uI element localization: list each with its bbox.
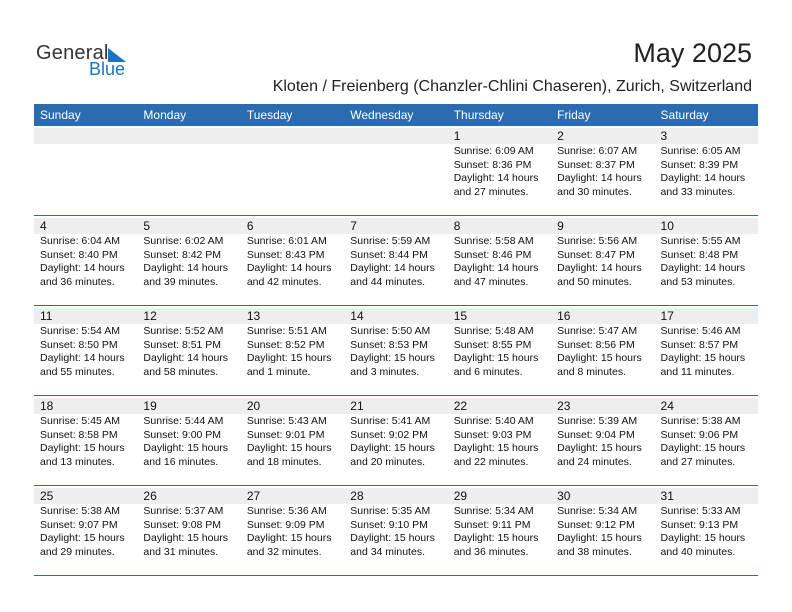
day-info [557,145,654,199]
daylight-text: and 3 minutes. [350,365,420,378]
daylight-text: Daylight: 15 hours [40,442,125,454]
daylight-text: Daylight: 14 hours [453,262,539,274]
day-cell [241,216,344,305]
day-number: 5 [137,218,240,234]
daylight-text: and 24 minutes. [557,455,632,468]
day-number: 11 [34,308,137,324]
sunrise-text: Sunrise: 5:47 AM [557,325,638,337]
daylight-text: and 1 minute. [246,365,311,378]
day-cell [655,396,758,485]
daylight-text: and 50 minutes. [557,275,632,288]
daylight-text: and 11 minutes. [660,365,735,378]
day-number: 27 [241,488,344,504]
day-info [661,325,758,379]
weekday-monday: Monday [143,108,187,122]
sunset-text: Sunset: 9:01 PM [246,428,325,441]
day-info [247,505,344,559]
sunrise-text: Sunrise: 6:04 AM [40,235,120,247]
daylight-text: and 33 minutes. [660,185,736,198]
sunset-text: Sunset: 8:57 PM [660,338,739,351]
logo [36,42,136,82]
day-cell [34,306,137,395]
day-info [454,325,551,379]
day-info [143,325,240,379]
daylight-text: Daylight: 14 hours [557,262,642,274]
sunset-text: Sunset: 8:52 PM [246,338,325,351]
daylight-text: Daylight: 14 hours [660,172,746,184]
daylight-text: and 58 minutes. [143,365,219,378]
day-number: 28 [344,488,447,504]
weekday-tuesday: Tuesday [246,108,293,122]
daylight-text: Daylight: 15 hours [350,532,435,544]
daylight-text: Daylight: 15 hours [350,352,435,364]
day-cell [344,396,447,485]
day-cell [448,486,551,575]
week-row [34,306,758,396]
sunrise-text: Sunrise: 6:02 AM [143,235,224,247]
day-cell [34,216,137,305]
daylight-text: and 29 minutes. [40,545,115,558]
day-number [241,128,344,144]
day-cell [655,126,758,215]
week-row [34,486,758,576]
daylight-text: Daylight: 14 hours [246,262,332,274]
day-number: 10 [655,218,758,234]
sunset-text: Sunset: 9:02 PM [350,428,428,441]
daylight-text: and 22 minutes. [453,455,529,468]
empty-day-cell [137,126,240,215]
sunrise-text: Sunrise: 5:50 AM [350,325,431,337]
daylight-text: Daylight: 15 hours [143,532,229,544]
day-info [350,505,447,559]
day-cell [551,216,654,305]
day-info [143,505,240,559]
sunset-text: Sunset: 8:36 PM [453,158,532,171]
day-info [350,325,447,379]
daylight-text: and 6 minutes. [453,365,523,378]
day-cell [551,306,654,395]
daylight-text: and 34 minutes. [350,545,425,558]
day-number: 15 [448,308,551,324]
day-cell [448,126,551,215]
sunrise-text: Sunrise: 5:45 AM [40,415,120,427]
day-number: 2 [551,128,654,144]
day-number: 21 [344,398,447,414]
empty-day-cell [34,126,137,215]
day-number: 30 [551,488,654,504]
daylight-text: and 53 minutes. [660,275,736,288]
day-number: 4 [34,218,137,234]
sunrise-text: Sunrise: 5:33 AM [660,505,741,517]
daylight-text: Daylight: 15 hours [557,442,642,454]
day-info [661,145,758,199]
day-info [143,415,240,469]
day-cell [448,216,551,305]
sunset-text: Sunset: 8:46 PM [453,248,532,261]
sunset-text: Sunset: 9:06 PM [660,428,739,441]
day-number: 26 [137,488,240,504]
day-info [454,145,551,199]
day-cell [448,306,551,395]
sunrise-text: Sunrise: 5:41 AM [350,415,431,427]
daylight-text: Daylight: 15 hours [660,442,746,454]
sunrise-text: Sunrise: 5:59 AM [350,235,431,247]
day-info [661,415,758,469]
daylight-text: Daylight: 14 hours [40,352,125,364]
daylight-text: and 39 minutes. [143,275,219,288]
day-cell [241,396,344,485]
sunrise-text: Sunrise: 6:09 AM [453,145,534,157]
day-info [247,325,344,379]
sunset-text: Sunset: 8:51 PM [143,338,222,351]
day-info [247,235,344,289]
day-info [454,415,551,469]
day-number: 8 [448,218,551,234]
daylight-text: Daylight: 14 hours [143,352,229,364]
day-cell [137,306,240,395]
day-info [661,505,758,559]
day-number: 9 [551,218,654,234]
day-cell [551,486,654,575]
day-info [454,505,551,559]
week-row [34,126,758,216]
day-info [557,325,654,379]
day-number: 16 [551,308,654,324]
sunrise-text: Sunrise: 6:01 AM [246,235,327,247]
day-cell [344,216,447,305]
day-number: 1 [448,128,551,144]
day-cell [655,486,758,575]
daylight-text: and 30 minutes. [557,185,632,198]
empty-day-cell [344,126,447,215]
daylight-text: and 20 minutes. [350,455,425,468]
daylight-text: Daylight: 15 hours [246,352,332,364]
day-info [350,415,447,469]
sunset-text: Sunset: 9:03 PM [453,428,532,441]
day-number: 19 [137,398,240,414]
day-number: 31 [655,488,758,504]
daylight-text: Daylight: 14 hours [40,262,125,274]
daylight-text: and 27 minutes. [660,455,736,468]
daylight-text: Daylight: 15 hours [453,532,539,544]
daylight-text: and 32 minutes. [246,545,322,558]
day-cell [655,216,758,305]
sunrise-text: Sunrise: 6:05 AM [660,145,741,157]
sunset-text: Sunset: 8:42 PM [143,248,222,261]
day-cell [241,306,344,395]
sunrise-text: Sunrise: 5:38 AM [40,505,120,517]
sunrise-text: Sunrise: 5:36 AM [246,505,327,517]
sunset-text: Sunset: 8:43 PM [246,248,325,261]
day-info [350,235,447,289]
sunrise-text: Sunrise: 5:43 AM [246,415,327,427]
day-cell [655,306,758,395]
daylight-text: and 38 minutes. [557,545,632,558]
day-info [661,235,758,289]
daylight-text: Daylight: 15 hours [350,442,435,454]
daylight-text: and 42 minutes. [246,275,322,288]
location-subtitle: Kloten / Freienberg (Chanzler-Chlini Chaseren), Zurich, Switzerland [272,78,752,95]
weekday-sunday: Sunday [40,108,81,122]
daylight-text: and 44 minutes. [350,275,425,288]
sunrise-text: Sunrise: 5:35 AM [350,505,431,517]
daylight-text: Daylight: 15 hours [660,532,746,544]
day-number: 3 [655,128,758,144]
daylight-text: and 36 minutes. [453,545,529,558]
week-row [34,216,758,306]
sunset-text: Sunset: 8:40 PM [40,248,118,261]
page-title: May 2025 [633,38,752,68]
daylight-text: and 55 minutes. [40,365,115,378]
day-number [344,128,447,144]
sunset-text: Sunset: 8:48 PM [660,248,739,261]
day-info [40,415,137,469]
day-info [454,235,551,289]
weekday-friday: Friday [557,108,591,122]
day-info [40,235,137,289]
day-number [34,128,137,144]
day-info [40,325,137,379]
sunset-text: Sunset: 8:44 PM [350,248,428,261]
day-number: 23 [551,398,654,414]
sunset-text: Sunset: 9:08 PM [143,518,222,531]
sunrise-text: Sunrise: 5:38 AM [660,415,741,427]
daylight-text: and 40 minutes. [660,545,736,558]
daylight-text: and 16 minutes. [143,455,219,468]
daylight-text: Daylight: 15 hours [557,532,642,544]
day-number: 18 [34,398,137,414]
sunset-text: Sunset: 9:11 PM [453,518,531,531]
daylight-text: Daylight: 14 hours [350,262,435,274]
weekday-header-row [34,104,758,126]
sunrise-text: Sunrise: 5:39 AM [557,415,638,427]
sunrise-text: Sunrise: 5:46 AM [660,325,741,337]
sunrise-text: Sunrise: 5:51 AM [246,325,327,337]
day-info [40,505,137,559]
weeks-container [34,126,758,576]
sunrise-text: Sunrise: 5:44 AM [143,415,224,427]
day-info [247,415,344,469]
daylight-text: Daylight: 15 hours [453,352,539,364]
day-info [557,235,654,289]
calendar-grid [34,104,758,576]
sunset-text: Sunset: 9:00 PM [143,428,222,441]
sunrise-text: Sunrise: 5:34 AM [453,505,534,517]
daylight-text: Daylight: 14 hours [660,262,746,274]
sunrise-text: Sunrise: 5:48 AM [453,325,534,337]
sunrise-text: Sunrise: 5:34 AM [557,505,638,517]
logo-general-text: General [36,42,109,64]
sunrise-text: Sunrise: 5:54 AM [40,325,120,337]
daylight-text: Daylight: 15 hours [40,532,125,544]
sunset-text: Sunset: 8:56 PM [557,338,635,351]
sunset-text: Sunset: 9:07 PM [40,518,118,531]
day-cell [448,396,551,485]
sunset-text: Sunset: 9:04 PM [557,428,635,441]
daylight-text: and 27 minutes. [453,185,529,198]
sunrise-text: Sunrise: 5:40 AM [453,415,534,427]
daylight-text: and 18 minutes. [246,455,322,468]
sunset-text: Sunset: 8:55 PM [453,338,532,351]
daylight-text: and 47 minutes. [453,275,529,288]
daylight-text: Daylight: 15 hours [143,442,229,454]
day-number: 17 [655,308,758,324]
sunset-text: Sunset: 8:50 PM [40,338,118,351]
day-number: 29 [448,488,551,504]
day-cell [241,486,344,575]
daylight-text: and 13 minutes. [40,455,115,468]
week-row [34,396,758,486]
daylight-text: Daylight: 14 hours [453,172,539,184]
weekday-saturday: Saturday [660,108,709,122]
day-number: 25 [34,488,137,504]
day-number: 22 [448,398,551,414]
sunset-text: Sunset: 8:37 PM [557,158,635,171]
daylight-text: Daylight: 14 hours [557,172,642,184]
sunset-text: Sunset: 9:09 PM [246,518,325,531]
day-cell [551,126,654,215]
day-number: 24 [655,398,758,414]
sunrise-text: Sunrise: 5:52 AM [143,325,224,337]
sunrise-text: Sunrise: 5:55 AM [660,235,741,247]
day-cell [344,306,447,395]
daylight-text: Daylight: 15 hours [453,442,539,454]
daylight-text: and 31 minutes. [143,545,219,558]
sunrise-text: Sunrise: 5:56 AM [557,235,638,247]
daylight-text: and 8 minutes. [557,365,626,378]
day-number: 12 [137,308,240,324]
daylight-text: Daylight: 15 hours [660,352,746,364]
sunset-text: Sunset: 9:10 PM [350,518,428,531]
empty-day-cell [241,126,344,215]
day-cell [137,396,240,485]
day-cell [137,216,240,305]
day-info [557,415,654,469]
sunset-text: Sunset: 8:58 PM [40,428,118,441]
day-number [137,128,240,144]
day-cell [137,486,240,575]
daylight-text: Daylight: 15 hours [246,442,332,454]
daylight-text: and 36 minutes. [40,275,115,288]
sunset-text: Sunset: 8:47 PM [557,248,635,261]
day-number: 13 [241,308,344,324]
daylight-text: Daylight: 14 hours [143,262,229,274]
day-number: 7 [344,218,447,234]
day-number: 14 [344,308,447,324]
sunrise-text: Sunrise: 5:58 AM [453,235,534,247]
day-cell [34,396,137,485]
sunset-text: Sunset: 8:39 PM [660,158,739,171]
sunset-text: Sunset: 8:53 PM [350,338,428,351]
daylight-text: Daylight: 15 hours [557,352,642,364]
logo-blue-text: Blue [89,59,126,79]
day-number: 6 [241,218,344,234]
sunrise-text: Sunrise: 6:07 AM [557,145,638,157]
day-cell [344,486,447,575]
weekday-wednesday: Wednesday [350,108,414,122]
sunset-text: Sunset: 9:13 PM [660,518,739,531]
weekday-thursday: Thursday [453,108,504,122]
daylight-text: Daylight: 15 hours [246,532,332,544]
sunset-text: Sunset: 9:12 PM [557,518,635,531]
day-info [557,505,654,559]
day-cell [34,486,137,575]
day-number: 20 [241,398,344,414]
day-info [143,235,240,289]
day-cell [551,396,654,485]
sunrise-text: Sunrise: 5:37 AM [143,505,224,517]
